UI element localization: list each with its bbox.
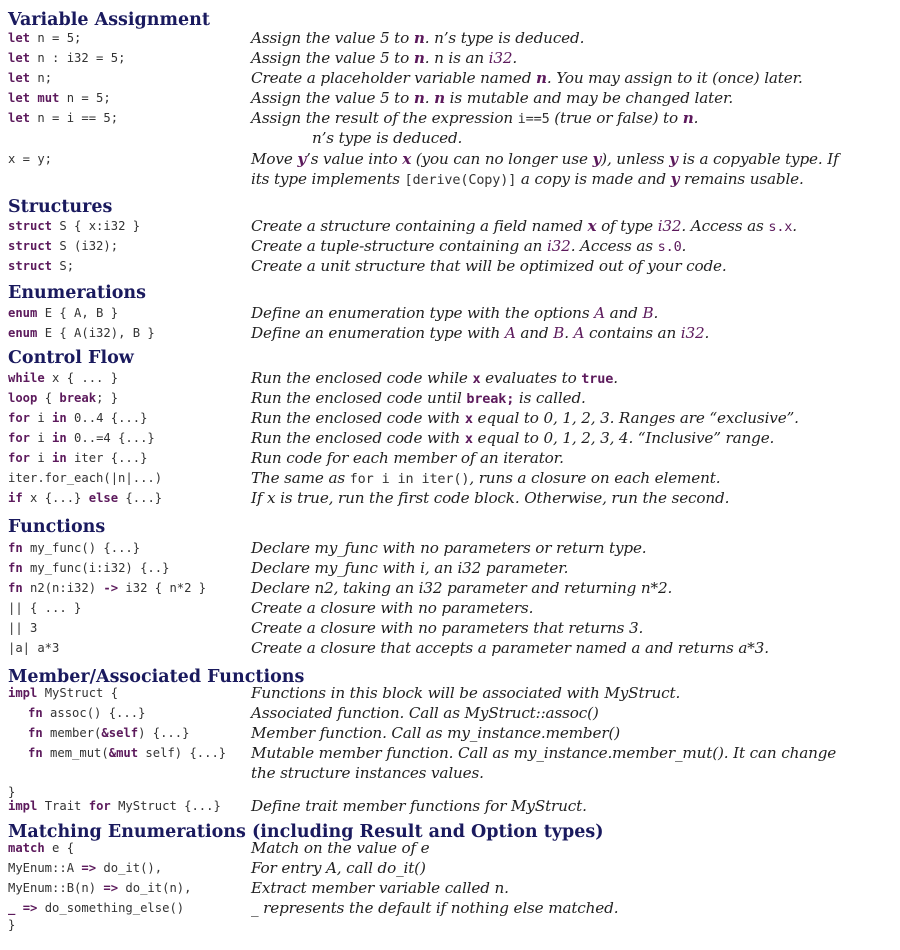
desc-emphasis: A [573, 324, 585, 342]
code-text: i [30, 431, 53, 445]
desc-text: . n is an [424, 49, 489, 67]
keyword: let [8, 71, 31, 85]
desc-text: a copy is made and [516, 170, 671, 188]
desc-code: x [472, 371, 481, 387]
description [251, 468, 720, 489]
row [0, 578, 900, 598]
desc-text: . [792, 217, 797, 235]
code-text: ; } [96, 391, 119, 405]
description [251, 388, 586, 409]
keyword: fn [8, 561, 23, 575]
desc-text: contains an [584, 324, 681, 342]
code-text: x {...} [22, 491, 89, 505]
desc-emphasis: B [553, 324, 565, 342]
keyword: break [59, 391, 97, 405]
code-snippet [8, 538, 140, 558]
desc-text: is a copyable type. If [677, 150, 839, 168]
code-snippet [8, 838, 74, 858]
code-text: mem_mut( [42, 746, 109, 760]
desc-emphasis: i32 [680, 324, 705, 342]
desc-text: . [564, 324, 574, 342]
code-snippet [8, 743, 226, 763]
description: Create a closure with no parameters that returns 3. [251, 619, 644, 637]
code-snippet [8, 48, 125, 68]
code-snippet [8, 578, 206, 598]
description [251, 28, 584, 48]
desc-text: of type [596, 217, 658, 235]
keyword: impl [8, 799, 38, 813]
code-snippet [8, 723, 189, 743]
desc-text: remains usable. [679, 170, 804, 188]
row [0, 878, 900, 898]
section-heading-structures: Structures [8, 197, 113, 217]
code-snippet [8, 408, 147, 428]
description [251, 303, 658, 323]
desc-emphasis: y [670, 170, 680, 188]
code-text: { [37, 391, 60, 405]
desc-text: . Access as [570, 237, 658, 255]
row [0, 68, 900, 88]
code-snippet [8, 108, 118, 128]
keyword: for [8, 431, 31, 445]
row [0, 303, 900, 323]
code-snippet [8, 236, 118, 256]
keyword: let [8, 111, 31, 125]
code-text: my_func(i:i32) {..} [22, 561, 170, 575]
desc-text: The same as [251, 469, 350, 487]
code-text: do_it(), [96, 861, 163, 875]
description: Create a unit structure that will be optimized out of your code. [251, 257, 727, 275]
row [0, 638, 900, 658]
row [0, 796, 900, 816]
keyword: in [52, 451, 67, 465]
description: Declare my_func with i, an i32 parameter. [251, 559, 569, 577]
description: Member function. Call as my_instance.member() [251, 724, 620, 742]
description: For entry A, call do_it() [251, 859, 426, 877]
keyword: let [8, 51, 31, 65]
row [0, 683, 900, 703]
desc-code: break; [466, 391, 515, 407]
code-text: E { A, B } [37, 306, 119, 320]
row [0, 763, 900, 783]
row [0, 216, 900, 236]
code-text: n = 5; [30, 31, 82, 45]
description-continued: the structure instances values. [251, 764, 484, 782]
description: Create a closure that accepts a parameter named a and returns a*3. [251, 639, 769, 657]
keyword: for [8, 451, 31, 465]
description-continued: n’s type is deduced. [312, 129, 463, 147]
description: Associated function. Call as MyStruct::assoc() [251, 704, 599, 722]
code-snippet: x = y; [8, 152, 53, 166]
desc-text: . Access as [681, 217, 769, 235]
code-text: do_it(n), [118, 881, 192, 895]
code-text: 0..4 {...} [66, 411, 148, 425]
desc-emphasis: n [413, 49, 425, 67]
section-heading-functions: Functions [8, 517, 106, 537]
code-text: assoc() {...} [42, 706, 146, 720]
keyword: while [8, 371, 45, 385]
desc-code: s.0 [657, 239, 682, 255]
desc-text: . [704, 324, 710, 342]
desc-emphasis: i32 [546, 237, 571, 255]
row [0, 428, 900, 448]
row [0, 488, 900, 508]
code-snippet [8, 878, 191, 898]
row [0, 88, 900, 108]
keyword: fn [8, 541, 23, 555]
desc-emphasis: n [536, 69, 547, 87]
desc-text: (you can no longer use [411, 150, 593, 168]
keyword: => [22, 901, 38, 915]
code-text: n = i == 5; [30, 111, 119, 125]
code-text: MyEnum::B(n) [8, 881, 104, 895]
code-text: i32 { n*2 } [118, 581, 207, 595]
description: Match on the value of e [251, 839, 430, 857]
code-text [15, 901, 22, 915]
code-snippet: |a| a*3 [8, 641, 60, 655]
code-snippet: || 3 [8, 621, 38, 635]
code-snippet [8, 428, 155, 448]
desc-text: . [613, 369, 618, 387]
desc-emphasis: n [413, 89, 425, 107]
desc-text: equal to 0, 1, 2, 3. Ranges are “exclusive”. [472, 409, 799, 427]
description [251, 216, 797, 237]
code-text: 0..=4 {...} [66, 431, 155, 445]
desc-emphasis: y [592, 150, 602, 168]
code-text: MyStruct { [37, 686, 119, 700]
code-snippet [8, 488, 162, 508]
desc-code: true [581, 371, 614, 387]
keyword: fn [8, 581, 23, 595]
desc-code: s.x [768, 219, 793, 235]
row [0, 858, 900, 878]
description: Run code for each member of an iterator. [251, 449, 564, 467]
desc-text: Define an enumeration type with [251, 324, 505, 342]
row [0, 368, 900, 388]
description-continued [251, 169, 804, 190]
keyword: => [81, 861, 97, 875]
description: Define trait member functions for MyStruct. [251, 797, 587, 815]
code-snippet [8, 28, 81, 48]
desc-code: for i in iter() [349, 471, 470, 487]
description [251, 428, 774, 449]
desc-text: Assign the value 5 to [251, 49, 414, 67]
row [0, 448, 900, 468]
desc-text: ’s value into [306, 150, 403, 168]
keyword: -> [103, 581, 119, 595]
code-snippet [8, 388, 118, 408]
desc-emphasis: n [682, 109, 694, 127]
code-text: i [30, 451, 53, 465]
row [0, 703, 900, 723]
description [251, 149, 839, 169]
code-snippet [8, 448, 147, 468]
desc-text: Run the enclosed code with [251, 409, 465, 427]
desc-emphasis: A [594, 304, 605, 322]
keyword: let [8, 91, 31, 105]
code-text: {...} [118, 491, 163, 505]
code-text: iter {...} [66, 451, 148, 465]
desc-emphasis: y [297, 150, 307, 168]
keyword: &self [101, 726, 139, 740]
keyword: impl [8, 686, 38, 700]
description [251, 88, 733, 108]
desc-text: Assign the result of the expression [251, 109, 518, 127]
code-snippet: } [8, 785, 16, 799]
desc-emphasis: n [434, 89, 445, 107]
keyword: in [52, 411, 67, 425]
description: If x is true, run the first code block. Otherwise, run the second. [251, 489, 730, 507]
code-text: ) {...} [138, 726, 190, 740]
code-text: S; [52, 259, 75, 273]
code-text: e { [44, 841, 75, 855]
row [0, 838, 900, 858]
row [0, 169, 900, 189]
keyword: fn [28, 746, 43, 760]
row [0, 468, 900, 488]
keyword: fn [28, 726, 43, 740]
desc-text: Assign the value 5 to [251, 29, 414, 47]
code-text: n : i32 = 5; [30, 51, 126, 65]
code-snippet [8, 858, 162, 878]
desc-code: i==5 [517, 111, 550, 127]
keyword: loop [8, 391, 38, 405]
code-text: my_func() {...} [22, 541, 141, 555]
description [251, 68, 803, 88]
code-snippet [8, 68, 52, 88]
code-text: MyEnum::A [8, 861, 82, 875]
desc-text: Assign the value 5 to [251, 89, 414, 107]
desc-text: . [512, 49, 518, 67]
description [251, 236, 686, 257]
code-snippet [8, 88, 111, 108]
code-snippet [8, 368, 118, 388]
code-snippet [8, 256, 74, 276]
desc-text: Define an enumeration type with the options [251, 304, 595, 322]
desc-text: ), unless [601, 150, 670, 168]
description [251, 368, 618, 389]
description: Declare n2, taking an i32 parameter and returning n*2. [251, 579, 673, 597]
desc-text: . [681, 237, 687, 255]
keyword: struct [8, 239, 53, 253]
row [0, 408, 900, 428]
desc-emphasis: n [413, 29, 425, 47]
desc-emphasis: A [504, 324, 516, 342]
code-text: S (i32); [52, 239, 119, 253]
desc-code: [derive(Copy)] [404, 172, 517, 188]
desc-text: Create a placeholder variable named [251, 69, 537, 87]
desc-text: Move [251, 150, 298, 168]
row [0, 108, 900, 128]
row [0, 743, 900, 763]
desc-text: . [653, 304, 659, 322]
keyword: fn [28, 706, 43, 720]
code-text: MyStruct {...} [110, 799, 221, 813]
row [0, 598, 900, 618]
keyword: &mut [108, 746, 139, 760]
desc-text: . [693, 109, 699, 127]
code-snippet [8, 216, 140, 236]
keyword: => [103, 881, 119, 895]
keyword: match [8, 841, 45, 855]
keyword: if [8, 491, 23, 505]
desc-text: evaluates to [480, 369, 582, 387]
desc-code: x [464, 411, 473, 427]
keyword: _ [8, 901, 16, 915]
row [0, 323, 900, 343]
row [0, 618, 900, 638]
keyword: else [88, 491, 119, 505]
code-snippet [8, 558, 169, 578]
desc-text: , runs a closure on each element. [469, 469, 721, 487]
description [251, 48, 517, 68]
description [251, 323, 709, 343]
row [0, 723, 900, 743]
desc-code: x [464, 431, 473, 447]
code-text: n = 5; [59, 91, 111, 105]
description: Declare my_func with no parameters or return type. [251, 539, 647, 557]
description: Mutable member function. Call as my_instance.member_mut(). It can change [251, 744, 837, 762]
section-heading-enumerations: Enumerations [8, 283, 146, 303]
code-text: self) {...} [138, 746, 227, 760]
code-snippet [8, 703, 145, 723]
code-snippet [8, 323, 155, 343]
row [0, 915, 900, 935]
description: Create a closure with no parameters. [251, 599, 534, 617]
section-heading-control-flow: Control Flow [8, 348, 134, 368]
keyword: struct [8, 259, 53, 273]
code-text: do_something_else() [37, 901, 185, 915]
description: Extract member variable called n. [251, 879, 509, 897]
code-snippet [8, 796, 221, 816]
desc-text: Run the enclosed code with [251, 429, 465, 447]
desc-text: Create a structure containing a field named [251, 217, 588, 235]
code-snippet: || { ... } [8, 601, 82, 615]
desc-emphasis: x [587, 217, 597, 235]
desc-emphasis: y [669, 150, 678, 168]
row [0, 128, 900, 148]
description [251, 408, 799, 429]
description [251, 108, 698, 129]
code-snippet [8, 303, 118, 323]
desc-text: its type implements [251, 170, 405, 188]
desc-text: . n’s type is deduced. [424, 29, 585, 47]
code-text: S { x:i32 } [52, 219, 141, 233]
keyword: let [8, 31, 31, 45]
keyword: in [52, 431, 67, 445]
code-text: n2(n:i32) [22, 581, 104, 595]
code-snippet: iter.for_each(|n|...) [8, 471, 163, 485]
desc-text: . [424, 89, 435, 107]
code-snippet: } [8, 918, 16, 932]
row [0, 388, 900, 408]
section-heading-variable-assignment: Variable Assignment [8, 10, 210, 30]
desc-text: Run the enclosed code while [251, 369, 473, 387]
keyword: enum [8, 326, 38, 340]
row [0, 149, 900, 169]
code-snippet [8, 683, 118, 703]
keyword: for [88, 799, 111, 813]
desc-text: Create a tuple-structure containing an [251, 237, 547, 255]
desc-emphasis: B [642, 304, 654, 322]
desc-text: and [515, 324, 554, 342]
desc-text: Run the enclosed code until [251, 389, 467, 407]
description: _ represents the default if nothing else matched. [251, 899, 619, 917]
row [0, 48, 900, 68]
desc-text: is mutable and may be changed later. [444, 89, 734, 107]
row [0, 558, 900, 578]
desc-text: . You may assign to it (once) later. [546, 69, 803, 87]
code-text: x { ... } [44, 371, 119, 385]
code-text: E { A(i32), B } [37, 326, 155, 340]
desc-text: equal to 0, 1, 2, 3, 4. “Inclusive” range. [472, 429, 775, 447]
desc-emphasis: i32 [657, 217, 682, 235]
description: Functions in this block will be associated with MyStruct. [251, 684, 681, 702]
keyword: struct [8, 219, 53, 233]
row [0, 256, 900, 276]
code-text: n; [30, 71, 53, 85]
keyword: mut [37, 91, 60, 105]
keyword: for [8, 411, 31, 425]
code-text: member( [42, 726, 102, 740]
desc-text: and [604, 304, 643, 322]
desc-emphasis: i32 [488, 49, 513, 67]
desc-text: (true or false) to [549, 109, 683, 127]
keyword: enum [8, 306, 38, 320]
code-text: Trait [37, 799, 89, 813]
row [0, 28, 900, 48]
row [0, 236, 900, 256]
row [0, 538, 900, 558]
code-text: i [30, 411, 53, 425]
section-heading-member-associated-functions: Member/Associated Functions [8, 667, 305, 687]
desc-text: is called. [514, 389, 586, 407]
desc-emphasis: x [402, 150, 412, 168]
section-heading-matching-enumerations: Matching Enumerations (including Result and Option types) [8, 822, 604, 842]
